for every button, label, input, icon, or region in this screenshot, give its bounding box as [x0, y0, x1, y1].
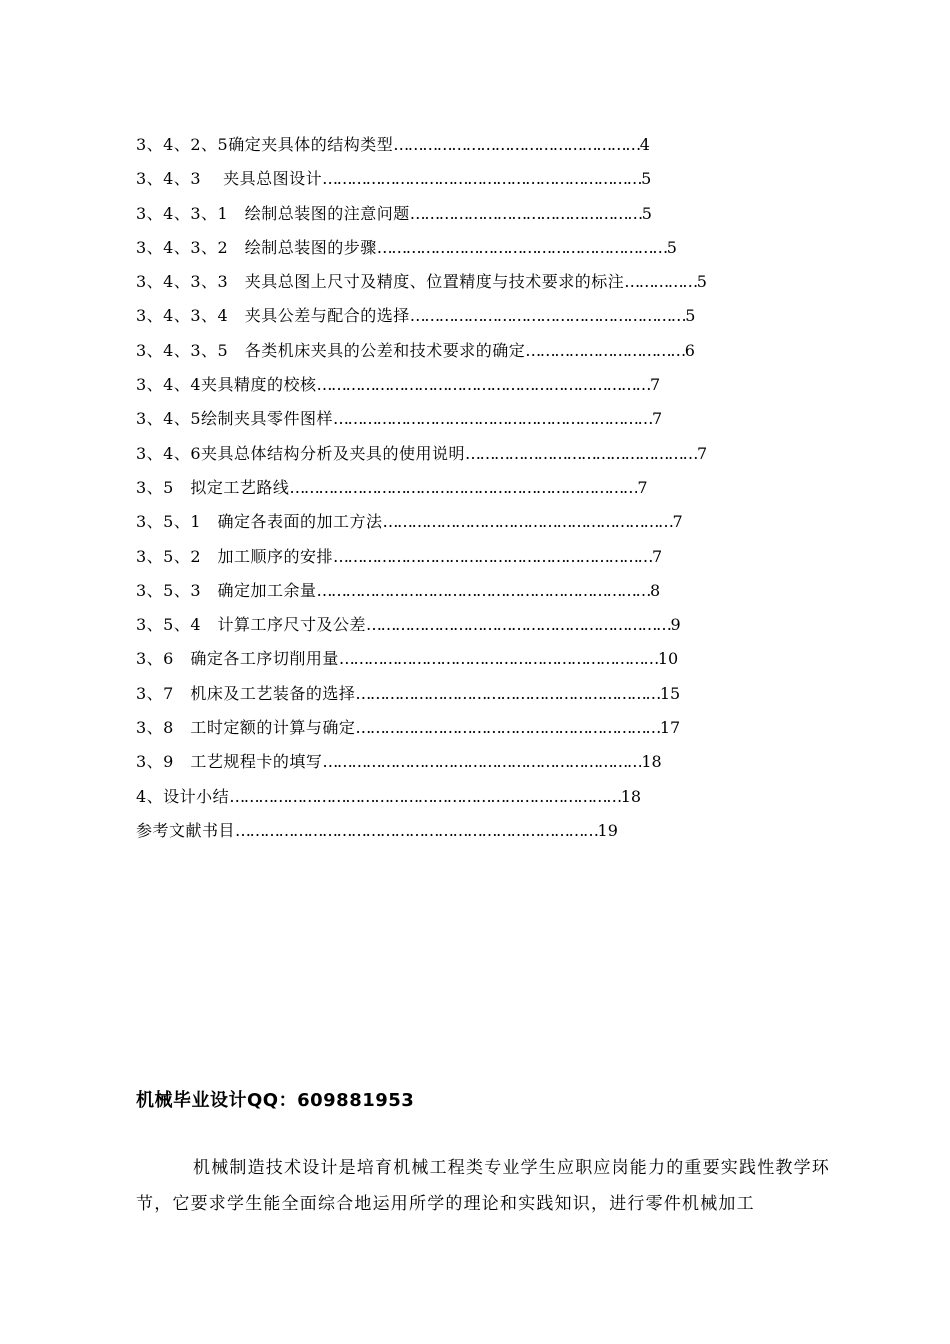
toc-entry[interactable]: [136, 303, 816, 337]
toc-entry-title: 3、9 工艺规程卡的填写: [136, 752, 323, 772]
toc-entry[interactable]: [136, 509, 816, 543]
toc-entry-title: 3、4、6夹具总体结构分析及夹具的使用说明: [136, 443, 466, 463]
toc-leader-dots: …………………………………………………………………: [235, 820, 598, 840]
toc-entry-title: 3、7 机床及工艺装备的选择: [136, 683, 356, 703]
toc-leader-dots: …………………………………………………………: [333, 546, 653, 566]
toc-leader-dots: …………………………………………………………: [322, 752, 642, 772]
toc-page-number: 18: [620, 786, 642, 806]
toc-leader-dots: ……………………………………………………………: [316, 375, 651, 395]
toc-page-number: 4: [639, 135, 650, 154]
toc-leader-dots: …………………………………………………………: [338, 649, 658, 669]
section-heading: 机械毕业设计QQ：609881953: [136, 1090, 415, 1111]
toc-entry-title: 3、4、3、5 各类机床夹具的公差和技术要求的确定: [136, 340, 526, 360]
toc-entry-title: 3、4、3、3 夹具总图上尺寸及精度、位置精度与技术要求的标注: [136, 272, 625, 292]
toc-entry[interactable]: [136, 338, 816, 372]
toc-entry[interactable]: [136, 715, 816, 749]
toc-page-number: 17: [659, 718, 681, 738]
toc-page-number: 5: [641, 169, 652, 189]
toc-entry[interactable]: [136, 235, 816, 269]
toc-entry-title: 3、5 拟定工艺路线: [136, 477, 290, 497]
toc-page-number: 5: [696, 272, 707, 292]
toc-entry[interactable]: [136, 201, 816, 235]
toc-page-number: 18: [641, 752, 662, 772]
toc-leader-dots: ……………: [624, 272, 697, 292]
toc-leader-dots: ………………………………………………………………: [289, 477, 638, 497]
toc-page-number: 7: [672, 512, 683, 532]
toc-entry[interactable]: [136, 749, 816, 783]
toc-entry[interactable]: [136, 441, 816, 475]
toc-entry[interactable]: [136, 544, 816, 578]
toc-leader-dots: ………………………………………………………: [355, 683, 660, 703]
toc-page-number: 5: [641, 203, 652, 223]
toc-entry-title: 3、4、3、4 夹具公差与配合的选择: [136, 306, 410, 326]
toc-entry-title: 3、4、4夹具精度的校核: [136, 375, 317, 395]
toc-page-number: 10: [657, 649, 679, 669]
toc-page-number: 8: [650, 580, 661, 600]
toc-entry-title: 3、4、2、5确定夹具体的结构类型: [136, 135, 394, 154]
toc-page-number: 19: [597, 820, 618, 840]
toc-leader-dots: …………………………………………: [465, 443, 698, 463]
toc-entry[interactable]: [136, 166, 816, 200]
toc-entry-title: 参考文献书目: [136, 820, 236, 840]
toc-entry-title: 3、4、3、2 绘制总装图的步骤: [136, 237, 377, 257]
toc-entry-title: 3、4、5绘制夹具零件图样: [136, 409, 334, 429]
toc-entry[interactable]: [136, 132, 816, 166]
toc-entry-title: 3、5、4 计算工序尺寸及公差: [136, 615, 367, 635]
toc-leader-dots: …………………………………………………………: [322, 169, 642, 189]
body-paragraph: 机械制造技术设计是培育机械工程类专业学生应职应岗能力的重要实践性教学环节，它要求学生能全面综合地运用所学的理论和实践知识，进行零件机械加工: [136, 1158, 830, 1214]
toc-page-number: 15: [659, 683, 681, 703]
toc-leader-dots: ……………………………………………………………: [316, 580, 651, 600]
toc-page-number: 7: [650, 375, 661, 395]
toc-entry[interactable]: [136, 681, 816, 715]
toc-entry[interactable]: [136, 475, 816, 509]
toc-entry-title: 3、4、3、1 绘制总装图的注意问题: [136, 203, 410, 223]
toc-page-number: 6: [684, 340, 695, 360]
toc-leader-dots: …………………………………………: [409, 203, 642, 223]
toc-page-number: 7: [652, 546, 663, 566]
toc-entry[interactable]: [136, 578, 816, 612]
toc-entry[interactable]: [136, 372, 816, 406]
toc-entry[interactable]: [136, 269, 816, 303]
toc-page-number: 7: [697, 443, 708, 463]
toc-entry-title: 3、4、3 夹具总图设计: [136, 169, 323, 189]
toc-entry-title: 3、5、3 确定加工余量: [136, 580, 317, 600]
toc-page-number: 5: [685, 306, 696, 326]
toc-entry[interactable]: [136, 612, 816, 646]
table-of-contents: [136, 132, 816, 852]
toc-entry[interactable]: [136, 406, 816, 440]
toc-leader-dots: ……………………………………………………: [382, 512, 673, 532]
toc-entry-title: 3、5、2 加工顺序的安排: [136, 546, 334, 566]
toc-leader-dots: ………………………………………………………: [355, 718, 660, 738]
toc-entry[interactable]: [136, 784, 816, 818]
toc-entry-title: 3、8 工时定额的计算与确定: [136, 718, 356, 738]
toc-entry[interactable]: [136, 818, 816, 852]
toc-leader-dots: …………………………………………………: [409, 306, 686, 326]
toc-entry[interactable]: [136, 646, 816, 680]
toc-page-number: 7: [652, 409, 663, 429]
toc-entry-title: 3、6 确定各工序切削用量: [136, 649, 339, 669]
toc-page-number: 9: [670, 615, 681, 635]
toc-leader-dots: …………………………………………………………: [333, 409, 653, 429]
toc-page-number: 5: [666, 237, 677, 257]
toc-entry-title: 4、设计小结: [136, 786, 230, 806]
toc-entry-title: 3、5、1 确定各表面的加工方法: [136, 512, 383, 532]
toc-leader-dots: ……………………………………………: [393, 135, 640, 154]
toc-leader-dots: ………………………………………………………: [366, 615, 671, 635]
toc-leader-dots: ……………………………: [525, 340, 685, 360]
toc-leader-dots: ……………………………………………………: [376, 237, 667, 257]
toc-leader-dots: ………………………………………………………………………: [229, 786, 621, 806]
toc-page-number: 7: [637, 477, 648, 497]
